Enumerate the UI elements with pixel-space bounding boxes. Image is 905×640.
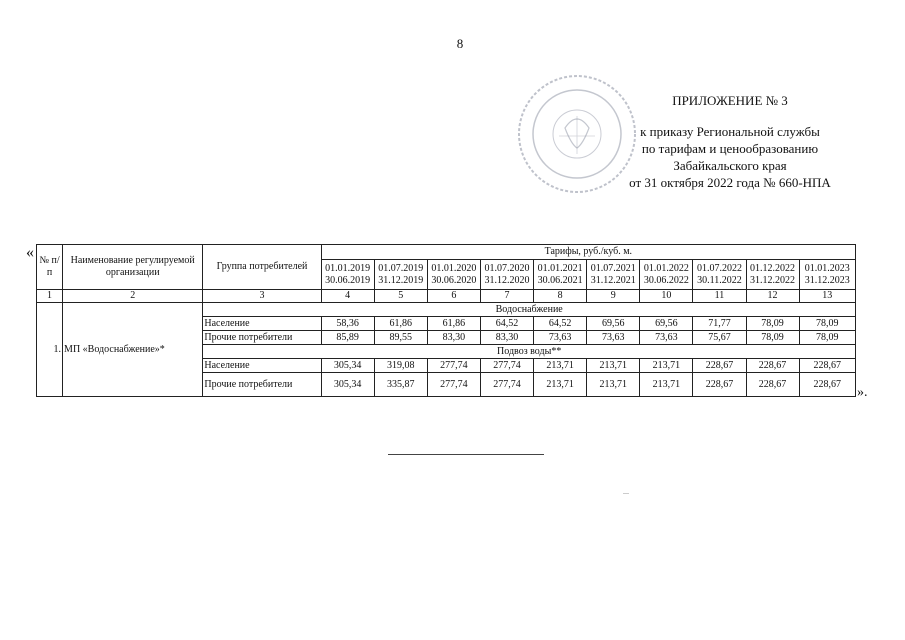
consumer-group: Население [203, 359, 321, 373]
section-row [37, 303, 856, 317]
tariff-value: 213,71 [640, 373, 693, 397]
column-number: 6 [427, 290, 480, 303]
scan-mark [623, 493, 629, 494]
tariff-value: 319,08 [374, 359, 427, 373]
period-cell: 01.07.2021 31.12.2021 [587, 260, 640, 290]
tariff-value: 335,87 [374, 373, 427, 397]
period-cell: 01.12.2022 31.12.2022 [746, 260, 799, 290]
tariff-value: 228,67 [799, 373, 855, 397]
tariff-value: 73,63 [534, 331, 587, 345]
period-cell: 01.01.2021 30.06.2021 [534, 260, 587, 290]
tariff-value: 73,63 [640, 331, 693, 345]
tariff-value: 277,74 [480, 359, 533, 373]
consumer-group: Население [203, 317, 321, 331]
tariff-value: 228,67 [799, 359, 855, 373]
tariff-value: 61,86 [374, 317, 427, 331]
tariff-value: 213,71 [587, 373, 640, 397]
appendix-title: ПРИЛОЖЕНИЕ № 3 [672, 93, 788, 108]
period-cell: 01.01.2022 30.06.2022 [640, 260, 693, 290]
column-number: 7 [480, 290, 533, 303]
consumer-group: Прочие потребители [203, 373, 321, 397]
tariff-value: 228,67 [746, 373, 799, 397]
tariff-value: 213,71 [534, 373, 587, 397]
header-organization: Наименование регулируемой организации [63, 245, 203, 290]
tariff-value: 228,67 [693, 373, 746, 397]
page-number: 8 [456, 36, 464, 51]
column-number: 11 [693, 290, 746, 303]
tariff-value: 71,77 [693, 317, 746, 331]
tariff-value: 305,34 [321, 359, 374, 373]
tariff-value: 213,71 [587, 359, 640, 373]
column-number: 1 [37, 290, 63, 303]
period-cell: 01.01.2019 30.06.2019 [321, 260, 374, 290]
divider-line [388, 454, 544, 455]
tariff-value: 78,09 [799, 317, 855, 331]
section-title: Подвоз воды** [203, 345, 856, 359]
tariff-value: 228,67 [693, 359, 746, 373]
column-number: 2 [63, 290, 203, 303]
closing-quote: ». [857, 385, 868, 400]
column-number: 12 [746, 290, 799, 303]
period-cell: 01.01.2023 31.12.2023 [799, 260, 855, 290]
period-cell: 01.07.2019 31.12.2019 [374, 260, 427, 290]
appendix-line: от 31 октября 2022 года № 660-НПА [629, 175, 831, 190]
appendix-line: к приказу Региональной службы [640, 124, 820, 139]
tariff-value: 277,74 [427, 359, 480, 373]
period-cell: 01.07.2022 30.11.2022 [693, 260, 746, 290]
appendix-header [580, 92, 880, 191]
appendix-line: Забайкальского края [673, 158, 787, 173]
tariff-value: 305,34 [321, 373, 374, 397]
opening-quote: « [26, 244, 34, 261]
tariff-value: 85,89 [321, 331, 374, 345]
tariff-value: 64,52 [480, 317, 533, 331]
column-number: 8 [534, 290, 587, 303]
header-consumer-group: Группа потребителей [203, 245, 321, 290]
tariff-value: 277,74 [427, 373, 480, 397]
tariff-value: 73,63 [587, 331, 640, 345]
column-number: 10 [640, 290, 693, 303]
tariff-value: 64,52 [534, 317, 587, 331]
period-cell: 01.01.2020 30.06.2020 [427, 260, 480, 290]
tariff-value: 83,30 [480, 331, 533, 345]
period-cell: 01.07.2020 31.12.2020 [480, 260, 533, 290]
tariff-value: 89,55 [374, 331, 427, 345]
tariff-value: 83,30 [427, 331, 480, 345]
tariff-value: 69,56 [587, 317, 640, 331]
column-number: 4 [321, 290, 374, 303]
tariff-table [36, 244, 856, 397]
tariff-value: 213,71 [640, 359, 693, 373]
column-number: 13 [799, 290, 855, 303]
row-number: 1. [37, 303, 63, 397]
column-number: 3 [203, 290, 321, 303]
tariff-value: 78,09 [746, 317, 799, 331]
header-num: № п/п [37, 245, 63, 290]
tariff-value: 78,09 [799, 331, 855, 345]
tariff-value: 61,86 [427, 317, 480, 331]
consumer-group: Прочие потребители [203, 331, 321, 345]
column-numbers-row [37, 290, 856, 303]
tariff-value: 78,09 [746, 331, 799, 345]
tariff-value: 58,36 [321, 317, 374, 331]
tariff-value: 69,56 [640, 317, 693, 331]
organization-name: МП «Водоснабжение»* [63, 303, 203, 397]
tariff-value: 277,74 [480, 373, 533, 397]
section-title: Водоснабжение [203, 303, 856, 317]
tariff-value: 228,67 [746, 359, 799, 373]
tariff-value: 213,71 [534, 359, 587, 373]
column-number: 9 [587, 290, 640, 303]
column-number: 5 [374, 290, 427, 303]
tariff-value: 75,67 [693, 331, 746, 345]
header-tariffs: Тарифы, руб./куб. м. [321, 245, 855, 260]
appendix-line: по тарифам и ценообразованию [641, 141, 819, 156]
